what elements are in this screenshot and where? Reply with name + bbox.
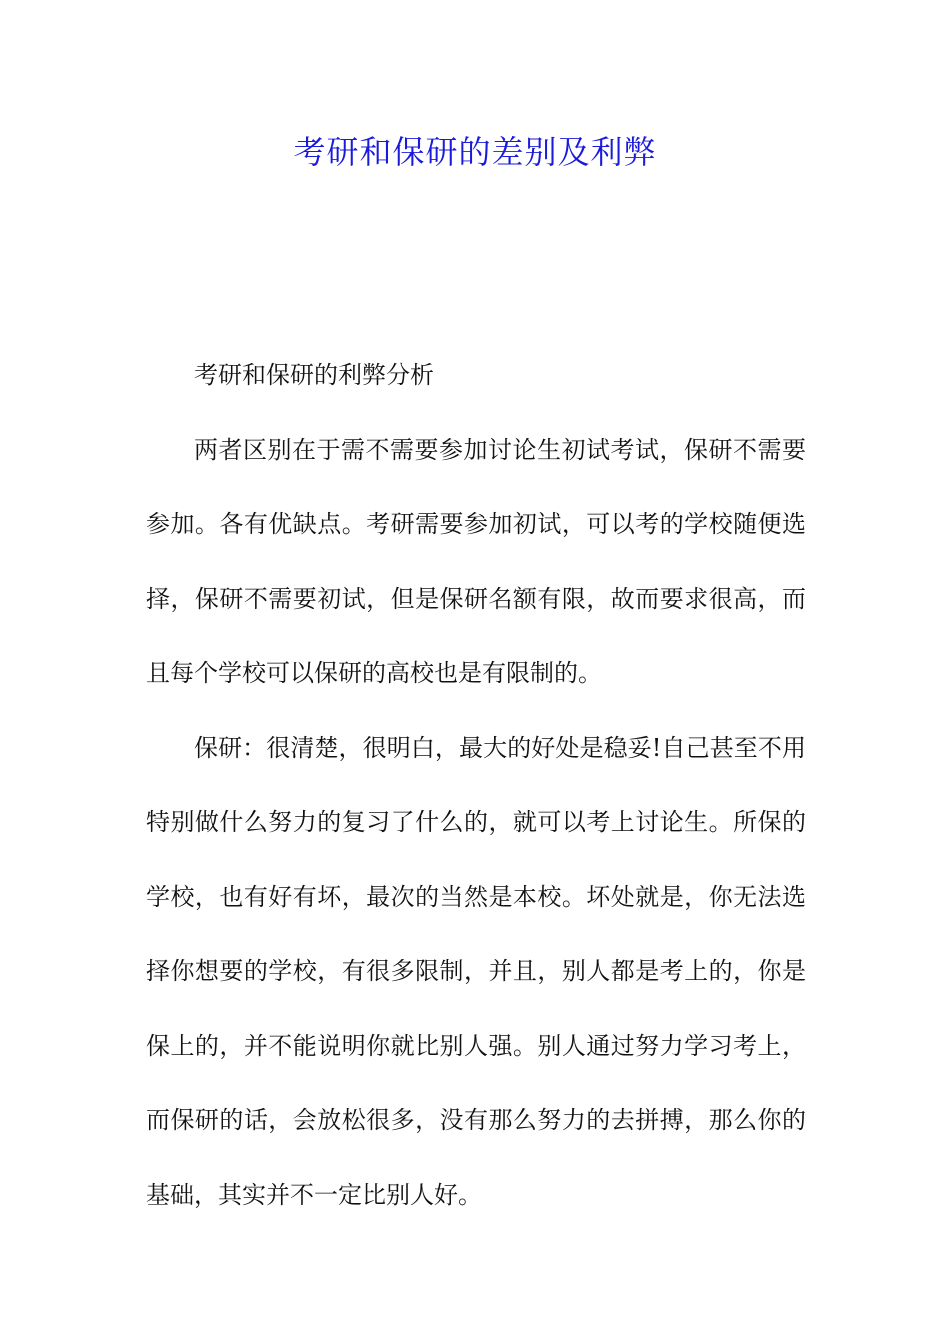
document-body bbox=[146, 338, 806, 1232]
paragraph-subheading: 考研和保研的利弊分析 bbox=[194, 361, 434, 389]
paragraph-differences: 两者区别在于需不需要参加讨论生初试考试，保研不需要参加。各有优缺点。考研需要参加初试，可以考的学校随便选择，保研不需要初试，但是保研名额有限，故而要求很高，而且每个学校可以保研的高校也是有限制的。 bbox=[146, 435, 806, 687]
paragraph-baoyan-analysis: 保研：很清楚，很明白，最大的好处是稳妥!自己甚至不用特别做什么努力的复习了什么的，就可以考上讨论生。所保的学校，也有好有坏，最次的当然是本校。坏处就是，你无法选择你想要的学校，有很多限制，并且，别人都是考上的，你是保上的，并不能说明你就比别人强。别人通过努力学习考上，而保研的话，会放松很多，没有那么努力的去拼搏，那么你的基础，其实并不一定比别人好。 bbox=[146, 733, 806, 1209]
document-title: 考研和保研的差别及利弊 bbox=[293, 133, 657, 171]
